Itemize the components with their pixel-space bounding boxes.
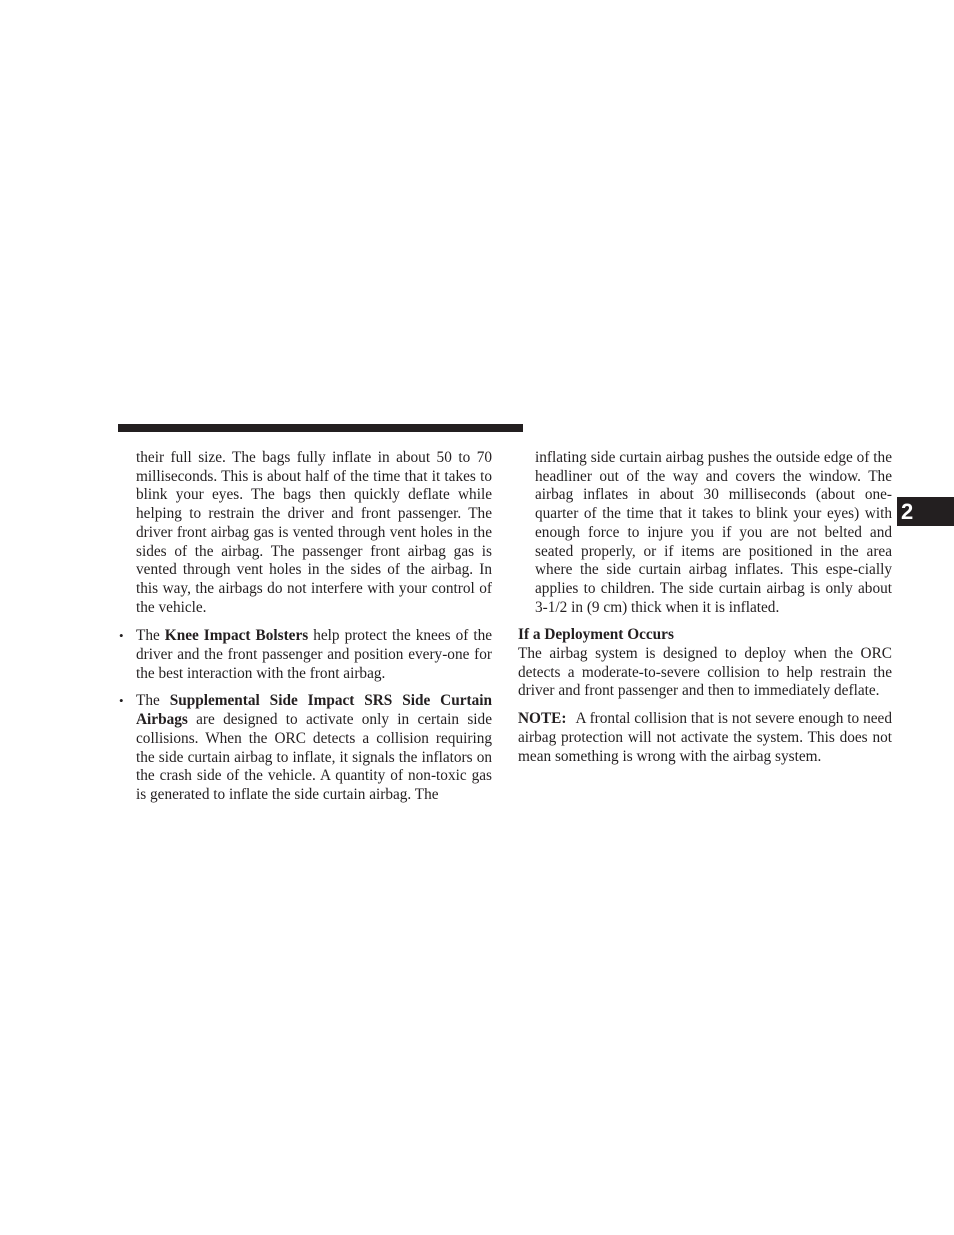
- note-label: NOTE:: [518, 710, 567, 728]
- bullet-knee-impact-bolsters: [119, 627, 493, 683]
- bullet-text: The Supplemental Side Impact SRS Side Curtain Airbags are designed to activate only in certain side collisions. When the ORC detects a collision requiring the side curtain airbag to inflate, it signals the inflators on the crash side of the vehicle. A quantity of non-toxic gas is generated to inflate the side curtain airbag. The: [136, 692, 492, 803]
- left-column: [119, 449, 493, 805]
- note-text: A frontal collision that is not severe enough to need airbag protection will not activate the system. This does not mean something is wrong with the airbag system.: [518, 710, 892, 765]
- bullet-term: Supplemental Side Impact SRS Side Curtain Airbags: [136, 692, 492, 729]
- bullet-text: The Knee Impact Bolsters help protect the knees of the driver and the front passenger and position every-one for the best interaction with the front airbag.: [136, 627, 493, 682]
- right-column: [518, 449, 892, 766]
- section-paragraph: The airbag system is designed to deploy when the ORC detects a moderate-to-severe collision to help restrain the driver and front passenger and then to immediately deflate.: [518, 645, 892, 700]
- bullet-term: Knee Impact Bolsters: [164, 627, 309, 645]
- continuation-paragraph-left: their full size. The bags fully inflate in about 50 to 70 milliseconds. This is about half of the time that it takes to blink your eyes. The bags then quickly deflate while helping to restrain the driver and front passenger. The driver front airbag gas is vented through vent holes in the sides of the airbag. The passenger front airbag gas is vented through vent holes in the sides of the airbag. In this way, the airbags do not interfere with your control of the vehicle.: [136, 449, 492, 616]
- continuation-paragraph-right: inflating side curtain airbag pushes the outside edge of the headliner out of the way and covers the window. The airbag inflates in about 30 milliseconds (about one-quarter of the time that it takes to blink your eyes) with enough force to injure you if you are not belted and seated properly, or if items are positioned in the area where the side curtain airbag inflates. This espe-cially applies to children. The side curtain airbag is only about 3-1/2 in (9 cm) thick when it is inflated.: [535, 449, 892, 616]
- bullet-side-curtain-airbags: [119, 692, 492, 804]
- section-top-rule: [118, 424, 523, 432]
- bullet-dot-icon: •: [119, 628, 124, 644]
- chapter-tab: 2: [897, 497, 954, 526]
- bullet-dot-icon: •: [119, 693, 124, 709]
- section-heading: If a Deployment Occurs: [518, 626, 674, 644]
- note-paragraph: [518, 710, 892, 766]
